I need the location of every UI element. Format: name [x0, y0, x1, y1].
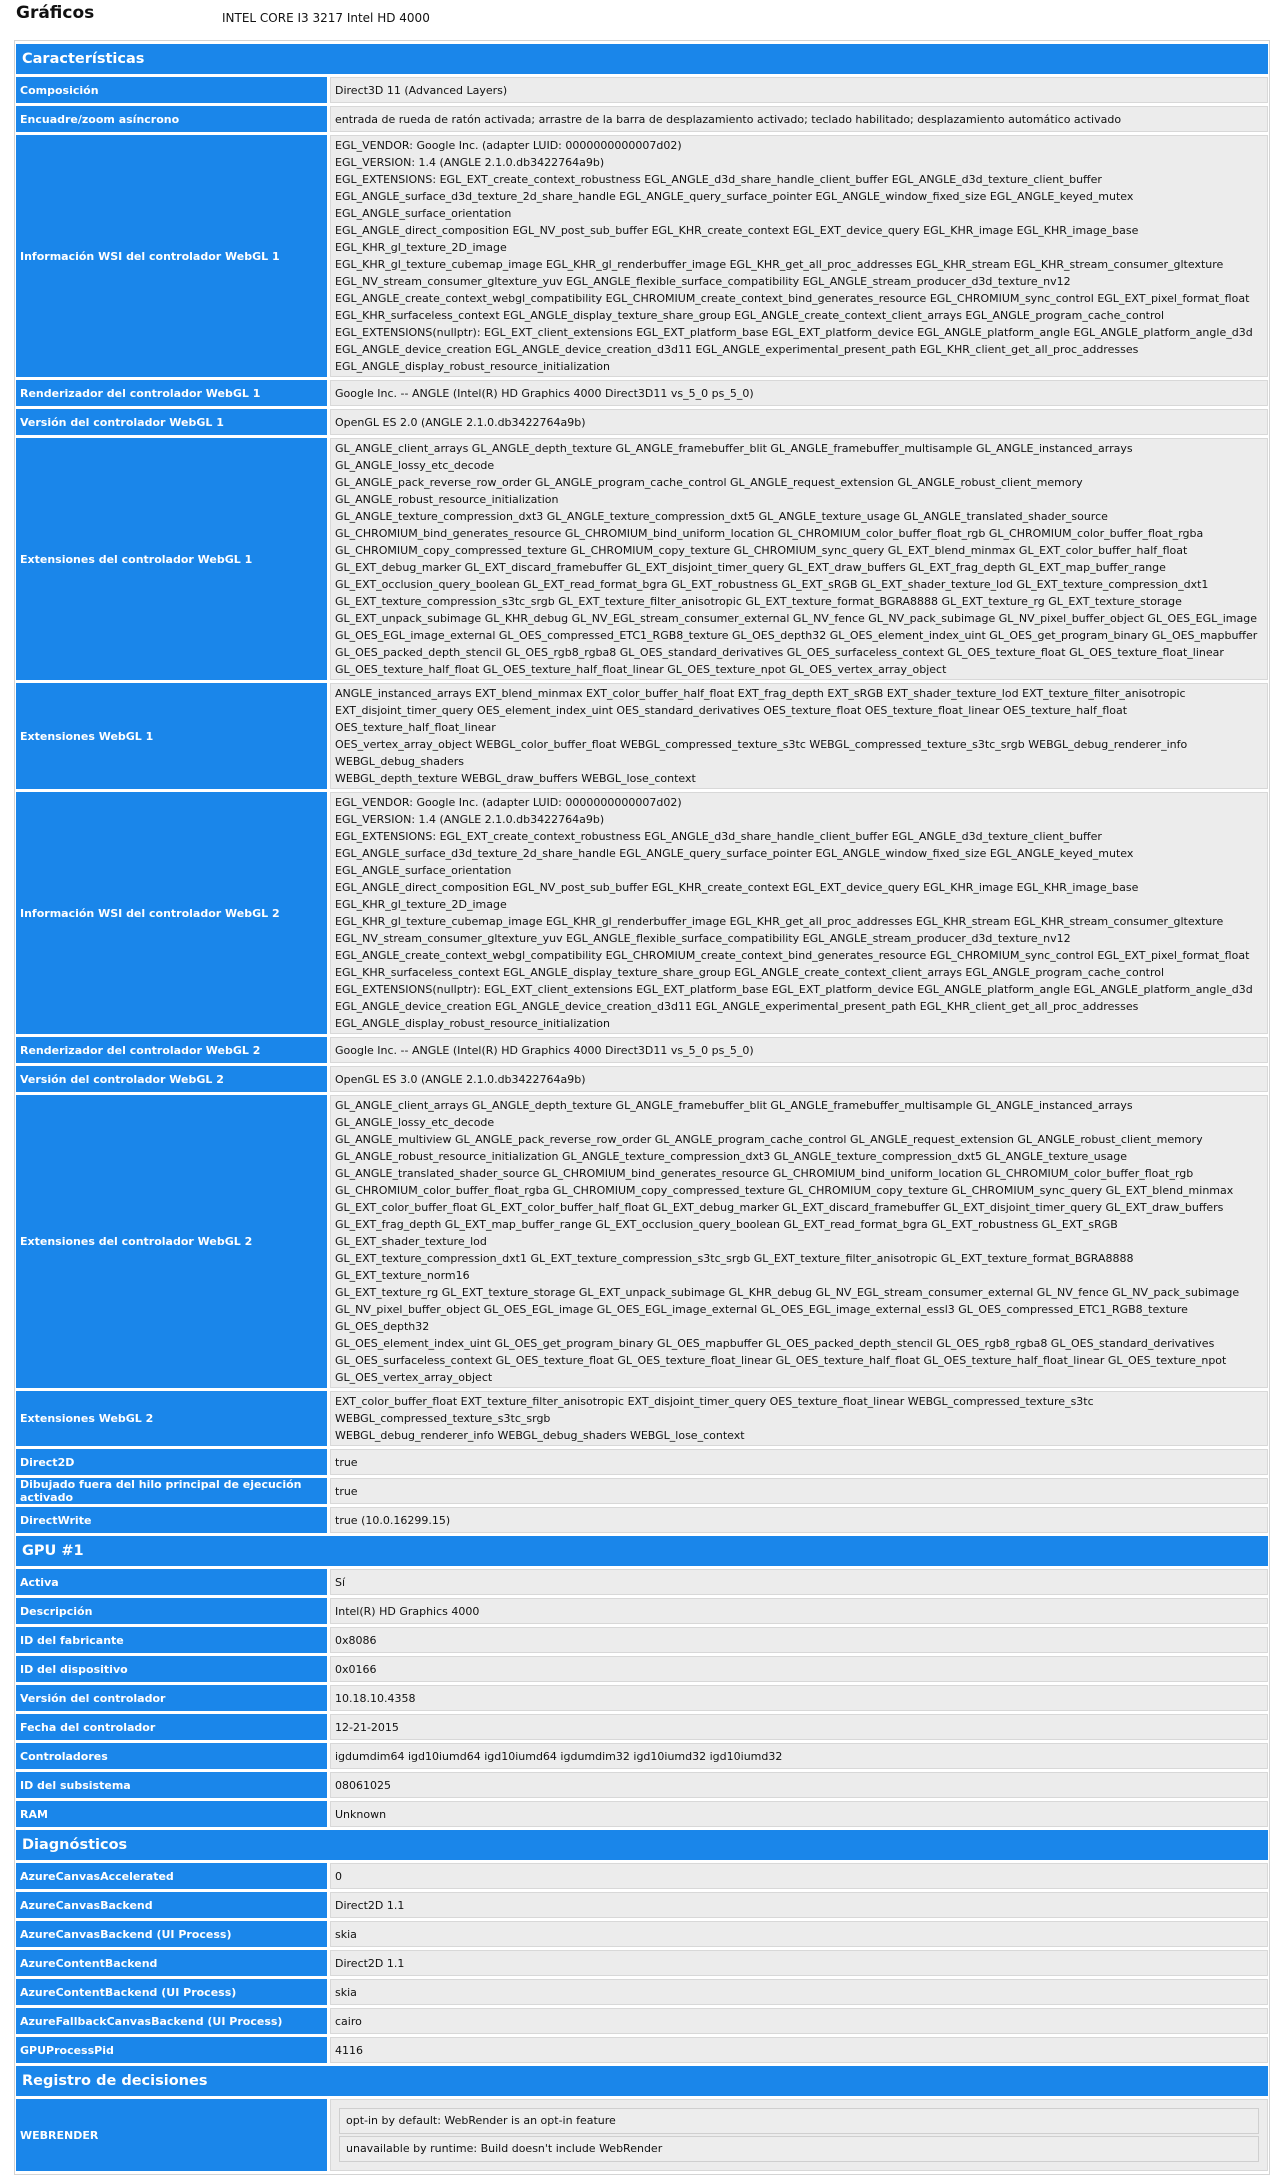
table-row	[16, 2099, 1268, 2171]
row-key: Renderizador del controlador WebGL 1	[16, 380, 330, 406]
row-key: Extensiones WebGL 2	[16, 1391, 330, 1446]
row-key: ID del subsistema	[16, 1772, 330, 1798]
row-key: Fecha del controlador	[16, 1714, 330, 1740]
row-value: true (10.0.16299.15)	[330, 1507, 1268, 1533]
table-row	[16, 1037, 1268, 1063]
row-key: ID del fabricante	[16, 1627, 330, 1653]
row-value: Google Inc. -- ANGLE (Intel(R) HD Graphics 4000 Direct3D11 vs_5_0 ps_5_0)	[330, 380, 1268, 406]
decision-log	[330, 2099, 1268, 2171]
table-row	[16, 1391, 1268, 1446]
row-key: Extensiones del controlador WebGL 2	[16, 1095, 330, 1388]
row-key: AzureContentBackend (UI Process)	[16, 1979, 330, 2005]
page-subtitle: INTEL CORE I3 3217 Intel HD 4000	[222, 11, 430, 25]
section-title: Registro de decisiones	[16, 2066, 1268, 2096]
table-row	[16, 106, 1268, 132]
row-value: EXT_color_buffer_float EXT_texture_filter_anisotropic EXT_disjoint_timer_query OES_texture_float_linear WEBGL_compressed_texture_s3tc WEBGL_compressed_texture_s3tc_srgb WEBGL_debug_renderer_info WEBGL_debug_shaders WEBGL_lose_context	[330, 1391, 1268, 1446]
table-row	[16, 1685, 1268, 1711]
page-header	[0, 0, 1280, 40]
row-key: Encuadre/zoom asíncrono	[16, 106, 330, 132]
row-key: Versión del controlador WebGL 2	[16, 1066, 330, 1092]
table-row	[16, 792, 1268, 1034]
row-key: Información WSI del controlador WebGL 1	[16, 135, 330, 377]
row-key: AzureCanvasAccelerated	[16, 1863, 330, 1889]
section-features	[16, 44, 1268, 74]
section-decisions	[16, 2066, 1268, 2096]
table-row	[16, 1772, 1268, 1798]
row-key: ID del dispositivo	[16, 1656, 330, 1682]
row-key: GPUProcessPid	[16, 2037, 330, 2063]
row-value: EGL_VENDOR: Google Inc. (adapter LUID: 0000000000007d02) EGL_VERSION: 1.4 (ANGLE 2.1.0.db3422764a9b) EGL_EXTENSIONS: EGL_EXT_create_context_robustness EGL_ANGLE_d3d_share_handle_client_buffer EGL_ANGLE_d3d_texture_client_buffer EGL_ANGLE_surface_d3d_texture_2d_share_handle EGL_ANGLE_query_surface_pointer EGL_ANGLE_window_fixed_size EGL_ANGLE_keyed_mutex EGL_ANGLE_surface_orientation EGL_ANGLE_direct_composition EGL_NV_post_sub_buffer EGL_KHR_create_context EGL_EXT_device_query EGL_KHR_image EGL_KHR_image_base EGL_KHR_gl_texture_2D_image EGL_KHR_gl_texture_cubemap_image EGL_KHR_gl_renderbuffer_image EGL_KHR_get_all_proc_addresses EGL_KHR_stream EGL_KHR_stream_consumer_gltexture EGL_NV_stream_consumer_gltexture_yuv EGL_ANGLE_flexible_surface_compatibility EGL_ANGLE_stream_producer_d3d_texture_nv12 EGL_ANGLE_create_context_webgl_compatibility EGL_CHROMIUM_create_context_bind_generates_resource EGL_CHROMIUM_sync_control EGL_EXT_pixel_format_float EGL_KHR_surfaceless_context EGL_ANGLE_display_texture_share_group EGL_ANGLE_create_context_client_arrays EGL_ANGLE_program_cache_control EGL_EXTENSIONS(nullptr): EGL_EXT_client_extensions EGL_EXT_platform_base EGL_EXT_platform_device EGL_ANGLE_platform_angle EGL_ANGLE_platform_angle_d3d EGL_ANGLE_device_creation EGL_ANGLE_device_creation_d3d11 EGL_ANGLE_experimental_present_path EGL_KHR_client_get_all_proc_addresses EGL_ANGLE_display_robust_resource_initialization	[330, 792, 1268, 1034]
row-value: Direct3D 11 (Advanced Layers)	[330, 77, 1268, 103]
row-value: 0x8086	[330, 1627, 1268, 1653]
table-row	[16, 1449, 1268, 1475]
row-value: ANGLE_instanced_arrays EXT_blend_minmax EXT_color_buffer_half_float EXT_frag_depth EXT_sRGB EXT_shader_texture_lod EXT_texture_filter_anisotropic EXT_disjoint_timer_query OES_element_index_uint OES_standard_derivatives OES_texture_float OES_texture_float_linear OES_texture_half_float OES_texture_half_float_linear OES_vertex_array_object WEBGL_color_buffer_float WEBGL_compressed_texture_s3tc WEBGL_compressed_texture_s3tc_srgb WEBGL_debug_renderer_info WEBGL_debug_shaders WEBGL_depth_texture WEBGL_draw_buffers WEBGL_lose_context	[330, 683, 1268, 789]
row-value: Sí	[330, 1569, 1268, 1595]
decision-entry: opt-in by default: WebRender is an opt-in feature	[339, 2108, 1259, 2134]
section-title: Características	[16, 44, 1268, 74]
row-value: cairo	[330, 2008, 1268, 2034]
table-row	[16, 1743, 1268, 1769]
section-diagnostics	[16, 1830, 1268, 1860]
table-row	[16, 683, 1268, 789]
table-row	[16, 1950, 1268, 1976]
table-row	[16, 380, 1268, 406]
table-row	[16, 135, 1268, 377]
row-value: 12-21-2015	[330, 1714, 1268, 1740]
row-key: AzureCanvasBackend (UI Process)	[16, 1921, 330, 1947]
row-value: true	[330, 1449, 1268, 1475]
row-key: Direct2D	[16, 1449, 330, 1475]
row-value: 0x0166	[330, 1656, 1268, 1682]
table-row	[16, 1714, 1268, 1740]
row-key: AzureContentBackend	[16, 1950, 330, 1976]
row-value: Direct2D 1.1	[330, 1950, 1268, 1976]
row-key: Dibujado fuera del hilo principal de ejecución activado	[16, 1478, 330, 1504]
row-value: skia	[330, 1979, 1268, 2005]
page-title: Gráficos	[16, 3, 95, 23]
row-value: 10.18.10.4358	[330, 1685, 1268, 1711]
table-row	[16, 438, 1268, 680]
row-value: 0	[330, 1863, 1268, 1889]
row-value: Direct2D 1.1	[330, 1892, 1268, 1918]
row-value: true	[330, 1478, 1268, 1504]
table-row	[16, 1627, 1268, 1653]
row-key: DirectWrite	[16, 1507, 330, 1533]
row-value: 4116	[330, 2037, 1268, 2063]
table-row	[16, 1598, 1268, 1624]
row-key: Descripción	[16, 1598, 330, 1624]
row-key: Renderizador del controlador WebGL 2	[16, 1037, 330, 1063]
table-row	[16, 1656, 1268, 1682]
table-row	[16, 1066, 1268, 1092]
table-row	[16, 1507, 1268, 1533]
row-value: OpenGL ES 3.0 (ANGLE 2.1.0.db3422764a9b)	[330, 1066, 1268, 1092]
row-key: Versión del controlador	[16, 1685, 330, 1711]
row-key: Versión del controlador WebGL 1	[16, 409, 330, 435]
row-value: entrada de rueda de ratón activada; arrastre de la barra de desplazamiento activado; teclado habilitado; desplazamiento automático activado	[330, 106, 1268, 132]
table-row	[16, 1921, 1268, 1947]
row-value: 08061025	[330, 1772, 1268, 1798]
graphics-table	[16, 41, 1268, 2174]
section-title: GPU #1	[16, 1536, 1268, 1566]
row-value: skia	[330, 1921, 1268, 1947]
table-row	[16, 1863, 1268, 1889]
row-key: AzureFallbackCanvasBackend (UI Process)	[16, 2008, 330, 2034]
table-row	[16, 1478, 1268, 1504]
graphics-info-panel	[14, 40, 1270, 2175]
row-key: Composición	[16, 77, 330, 103]
row-value: GL_ANGLE_client_arrays GL_ANGLE_depth_texture GL_ANGLE_framebuffer_blit GL_ANGLE_framebuffer_multisample GL_ANGLE_instanced_arrays GL_ANGLE_lossy_etc_decode GL_ANGLE_pack_reverse_row_order GL_ANGLE_program_cache_control GL_ANGLE_request_extension GL_ANGLE_robust_client_memory GL_ANGLE_robust_resource_initialization GL_ANGLE_texture_compression_dxt3 GL_ANGLE_texture_compression_dxt5 GL_ANGLE_texture_usage GL_ANGLE_translated_shader_source GL_CHROMIUM_bind_generates_resource GL_CHROMIUM_bind_uniform_location GL_CHROMIUM_color_buffer_float_rgb GL_CHROMIUM_color_buffer_float_rgba GL_CHROMIUM_copy_compressed_texture GL_CHROMIUM_copy_texture GL_CHROMIUM_sync_query GL_EXT_blend_minmax GL_EXT_color_buffer_half_float GL_EXT_debug_marker GL_EXT_discard_framebuffer GL_EXT_disjoint_timer_query GL_EXT_draw_buffers GL_EXT_frag_depth GL_EXT_map_buffer_range GL_EXT_occlusion_query_boolean GL_EXT_read_format_bgra GL_EXT_robustness GL_EXT_sRGB GL_EXT_shader_texture_lod GL_EXT_texture_compression_dxt1 GL_EXT_texture_compression_s3tc_srgb GL_EXT_texture_filter_anisotropic GL_EXT_texture_format_BGRA8888 GL_EXT_texture_rg GL_EXT_texture_storage GL_EXT_unpack_subimage GL_KHR_debug GL_NV_EGL_stream_consumer_external GL_NV_fence GL_NV_pack_subimage GL_NV_pixel_buffer_object GL_OES_EGL_image GL_OES_EGL_image_external GL_OES_compressed_ETC1_RGB8_texture GL_OES_depth32 GL_OES_element_index_uint GL_OES_get_program_binary GL_OES_mapbuffer GL_OES_packed_depth_stencil GL_OES_rgb8_rgba8 GL_OES_standard_derivatives GL_OES_surfaceless_context GL_OES_texture_float GL_OES_texture_float_linear GL_OES_texture_half_float GL_OES_texture_half_float_linear GL_OES_texture_npot GL_OES_vertex_array_object	[330, 438, 1268, 680]
table-row	[16, 409, 1268, 435]
table-row	[16, 1095, 1268, 1388]
table-row	[16, 1979, 1268, 2005]
row-key: Controladores	[16, 1743, 330, 1769]
row-key: Información WSI del controlador WebGL 2	[16, 792, 330, 1034]
table-row	[16, 2008, 1268, 2034]
row-value: GL_ANGLE_client_arrays GL_ANGLE_depth_texture GL_ANGLE_framebuffer_blit GL_ANGLE_framebuffer_multisample GL_ANGLE_instanced_arrays GL_ANGLE_lossy_etc_decode GL_ANGLE_multiview GL_ANGLE_pack_reverse_row_order GL_ANGLE_program_cache_control GL_ANGLE_request_extension GL_ANGLE_robust_client_memory GL_ANGLE_robust_resource_initialization GL_ANGLE_texture_compression_dxt3 GL_ANGLE_texture_compression_dxt5 GL_ANGLE_texture_usage GL_ANGLE_translated_shader_source GL_CHROMIUM_bind_generates_resource GL_CHROMIUM_bind_uniform_location GL_CHROMIUM_color_buffer_float_rgb GL_CHROMIUM_color_buffer_float_rgba GL_CHROMIUM_copy_compressed_texture GL_CHROMIUM_copy_texture GL_CHROMIUM_sync_query GL_EXT_blend_minmax GL_EXT_color_buffer_float GL_EXT_color_buffer_half_float GL_EXT_debug_marker GL_EXT_discard_framebuffer GL_EXT_disjoint_timer_query GL_EXT_draw_buffers GL_EXT_frag_depth GL_EXT_map_buffer_range GL_EXT_occlusion_query_boolean GL_EXT_read_format_bgra GL_EXT_robustness GL_EXT_sRGB GL_EXT_shader_texture_lod GL_EXT_texture_compression_dxt1 GL_EXT_texture_compression_s3tc_srgb GL_EXT_texture_filter_anisotropic GL_EXT_texture_format_BGRA8888 GL_EXT_texture_norm16 GL_EXT_texture_rg GL_EXT_texture_storage GL_EXT_unpack_subimage GL_KHR_debug GL_NV_EGL_stream_consumer_external GL_NV_fence GL_NV_pack_subimage GL_NV_pixel_buffer_object GL_OES_EGL_image GL_OES_EGL_image_external GL_OES_EGL_image_external_essl3 GL_OES_compressed_ETC1_RGB8_texture GL_OES_depth32 GL_OES_element_index_uint GL_OES_get_program_binary GL_OES_mapbuffer GL_OES_packed_depth_stencil GL_OES_rgb8_rgba8 GL_OES_standard_derivatives GL_OES_surfaceless_context GL_OES_texture_float GL_OES_texture_float_linear GL_OES_texture_half_float GL_OES_texture_half_float_linear GL_OES_texture_npot GL_OES_vertex_array_object	[330, 1095, 1268, 1388]
row-value: OpenGL ES 2.0 (ANGLE 2.1.0.db3422764a9b)	[330, 409, 1268, 435]
row-value: EGL_VENDOR: Google Inc. (adapter LUID: 0000000000007d02) EGL_VERSION: 1.4 (ANGLE 2.1.0.db3422764a9b) EGL_EXTENSIONS: EGL_EXT_create_context_robustness EGL_ANGLE_d3d_share_handle_client_buffer EGL_ANGLE_d3d_texture_client_buffer EGL_ANGLE_surface_d3d_texture_2d_share_handle EGL_ANGLE_query_surface_pointer EGL_ANGLE_window_fixed_size EGL_ANGLE_keyed_mutex EGL_ANGLE_surface_orientation EGL_ANGLE_direct_composition EGL_NV_post_sub_buffer EGL_KHR_create_context EGL_EXT_device_query EGL_KHR_image EGL_KHR_image_base EGL_KHR_gl_texture_2D_image EGL_KHR_gl_texture_cubemap_image EGL_KHR_gl_renderbuffer_image EGL_KHR_get_all_proc_addresses EGL_KHR_stream EGL_KHR_stream_consumer_gltexture EGL_NV_stream_consumer_gltexture_yuv EGL_ANGLE_flexible_surface_compatibility EGL_ANGLE_stream_producer_d3d_texture_nv12 EGL_ANGLE_create_context_webgl_compatibility EGL_CHROMIUM_create_context_bind_generates_resource EGL_CHROMIUM_sync_control EGL_EXT_pixel_format_float EGL_KHR_surfaceless_context EGL_ANGLE_display_texture_share_group EGL_ANGLE_create_context_client_arrays EGL_ANGLE_program_cache_control EGL_EXTENSIONS(nullptr): EGL_EXT_client_extensions EGL_EXT_platform_base EGL_EXT_platform_device EGL_ANGLE_platform_angle EGL_ANGLE_platform_angle_d3d EGL_ANGLE_device_creation EGL_ANGLE_device_creation_d3d11 EGL_ANGLE_experimental_present_path EGL_KHR_client_get_all_proc_addresses EGL_ANGLE_display_robust_resource_initialization	[330, 135, 1268, 377]
row-key: AzureCanvasBackend	[16, 1892, 330, 1918]
table-row	[16, 77, 1268, 103]
row-key: Extensiones WebGL 1	[16, 683, 330, 789]
row-value: Google Inc. -- ANGLE (Intel(R) HD Graphics 4000 Direct3D11 vs_5_0 ps_5_0)	[330, 1037, 1268, 1063]
table-row	[16, 1569, 1268, 1595]
table-row	[16, 2037, 1268, 2063]
row-value: Intel(R) HD Graphics 4000	[330, 1598, 1268, 1624]
section-title: Diagnósticos	[16, 1830, 1268, 1860]
row-key: RAM	[16, 1801, 330, 1827]
table-row	[16, 1892, 1268, 1918]
row-key: Extensiones del controlador WebGL 1	[16, 438, 330, 680]
row-key: WEBRENDER	[16, 2099, 330, 2171]
row-key: Activa	[16, 1569, 330, 1595]
decision-entry: unavailable by runtime: Build doesn't include WebRender	[339, 2136, 1259, 2162]
table-row	[16, 1801, 1268, 1827]
row-value: igdumdim64 igd10iumd64 igd10iumd64 igdumdim32 igd10iumd32 igd10iumd32	[330, 1743, 1268, 1769]
row-value: Unknown	[330, 1801, 1268, 1827]
section-gpu	[16, 1536, 1268, 1566]
